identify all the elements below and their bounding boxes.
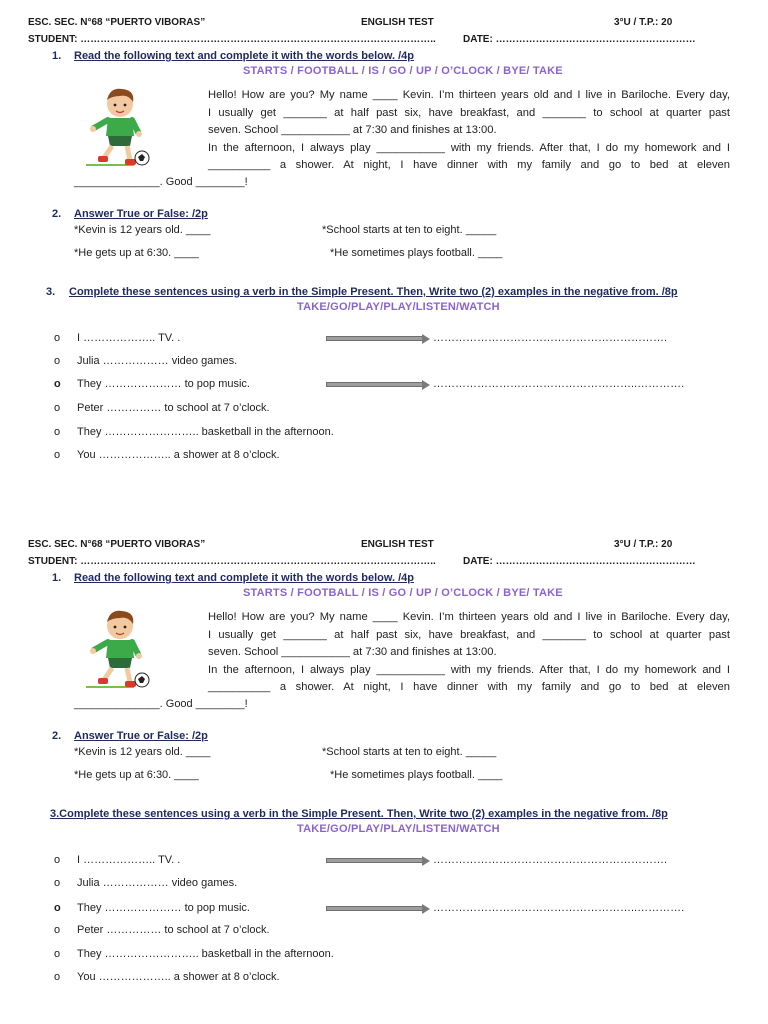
bullet-icon: o <box>54 971 61 983</box>
q3-word-bank: TAKE/GO/PLAY/PLAY/LISTEN/WATCH <box>297 301 500 313</box>
student-field[interactable]: STUDENT: …………………………………………………………………………………………….. <box>28 556 436 567</box>
q3-sentence: They …………………….. basketball in the afternoon. <box>77 948 334 960</box>
q3-sentence: Peter …………… to school at 7 o’clock. <box>77 924 270 936</box>
q2-item: *He sometimes plays football. ____ <box>330 247 503 259</box>
bullet-icon: o <box>54 854 61 866</box>
q3-sentence: I ……………….. TV. . <box>77 332 181 344</box>
bullet-icon: o <box>54 332 61 344</box>
q1-number: 1. <box>52 572 62 584</box>
q1-line: Hello! How are you? My name ____ Kevin. I’m thirteen years old and I live in Bariloche. Every day, <box>208 89 730 101</box>
q2-instruction: Answer True or False: /2p <box>74 208 208 220</box>
q2-item: *Kevin is 12 years old. ____ <box>74 224 211 236</box>
test-title: ENGLISH TEST <box>361 17 434 28</box>
q2-item: *He sometimes plays football. ____ <box>330 769 503 781</box>
q1-last-line: ______________. Good ________! <box>74 176 248 188</box>
q3-sentence: They …………………….. basketball in the afternoon. <box>77 426 334 438</box>
q1-paragraph <box>208 87 730 175</box>
q1-line: Hello! How are you? My name ____ Kevin. I’m thirteen years old and I live in Bariloche. Every day, <box>208 611 730 623</box>
test-title: ENGLISH TEST <box>361 539 434 550</box>
bullet-icon: o <box>54 877 61 889</box>
q3-answer-line[interactable]: ………………………………………………..…………. <box>433 902 685 914</box>
course-label: 3°U / T.P.: 20 <box>614 17 673 28</box>
q1-word-bank: STARTS / FOOTBALL / IS / GO / UP / O’CLOCK / BYE/ TAKE <box>243 587 563 599</box>
q3-answer-line[interactable]: ………………………………………………………. <box>433 332 668 344</box>
right-arrow-icon <box>326 335 430 343</box>
q1-line: __________ a shower. At night, I have dinner with my family and go to bed at eleven <box>208 159 730 171</box>
worksheet-copy-2 <box>0 522 768 1022</box>
q1-line: __________ a shower. At night, I have dinner with my family and go to bed at eleven <box>208 681 730 693</box>
q3-number: 3. <box>46 286 56 298</box>
q1-line: seven. School ___________ at 7:30 and finishes at 13:00. <box>208 124 497 136</box>
q1-line: In the afternoon, I always play ___________ with my friends. After that, I do my homework and I <box>208 663 730 676</box>
q2-instruction: Answer True or False: /2p <box>74 730 208 742</box>
q1-instruction: Read the following text and complete it with the words below. /4p <box>74 50 415 62</box>
right-arrow-icon <box>326 857 430 865</box>
q3-sentence: They ………………… to pop music. <box>77 902 250 914</box>
q2-item: *He gets up at 6:30. ____ <box>74 247 199 259</box>
bullet-icon: o <box>54 902 61 914</box>
q3-answer-line[interactable]: ………………………………………………………. <box>433 854 668 866</box>
q1-word-bank: STARTS / FOOTBALL / IS / GO / UP / O’CLOCK / BYE/ TAKE <box>243 65 563 77</box>
q1-instruction: Read the following text and complete it with the words below. /4p <box>74 572 415 584</box>
q3-answer-line[interactable]: ………………………………………………..…………. <box>433 378 685 390</box>
q3-instruction: 3.Complete these sentences using a verb in the Simple Present. Then, Write two (2) examples in the negative from. /8p <box>50 808 668 820</box>
school-name: ESC. SEC. N°68 “PUERTO VIBORAS” <box>28 17 206 28</box>
bullet-icon: o <box>54 426 61 438</box>
q3-instruction: Complete these sentences using a verb in the Simple Present. Then, Write two (2) examples in the negative from. /8p <box>69 286 678 298</box>
q2-item: *School starts at ten to eight. _____ <box>322 746 497 758</box>
school-name: ESC. SEC. N°68 “PUERTO VIBORAS” <box>28 539 206 550</box>
q1-line: I usually get _______ at half past six, have breakfast, and _______ to school at quarter past <box>208 106 730 119</box>
boy-football-illustration <box>80 606 160 692</box>
q1-line: I usually get _______ at half past six, have breakfast, and _______ to school at quarter past <box>208 628 730 641</box>
q3-sentence: You ……………….. a shower at 8 o’clock. <box>77 971 280 983</box>
bullet-icon: o <box>54 449 61 461</box>
boy-football-illustration <box>80 84 160 170</box>
q3-sentence: They ………………… to pop music. <box>77 378 250 390</box>
q1-paragraph <box>208 609 730 697</box>
bullet-icon: o <box>54 378 61 390</box>
q1-line: seven. School ___________ at 7:30 and finishes at 13:00. <box>208 646 497 658</box>
q2-number: 2. <box>52 730 62 742</box>
right-arrow-icon <box>326 381 430 389</box>
date-field[interactable]: DATE: …………………………………………………… <box>463 556 696 567</box>
q3-sentence: Julia ……………… video games. <box>77 355 238 367</box>
q2-item: *Kevin is 12 years old. ____ <box>74 746 211 758</box>
date-field[interactable]: DATE: …………………………………………………… <box>463 34 696 45</box>
bullet-icon: o <box>54 924 61 936</box>
q3-sentence: Peter …………… to school at 7 o’clock. <box>77 402 270 414</box>
q3-word-bank: TAKE/GO/PLAY/PLAY/LISTEN/WATCH <box>297 823 500 835</box>
q1-number: 1. <box>52 50 62 62</box>
q2-item: *School starts at ten to eight. _____ <box>322 224 497 236</box>
q1-line: In the afternoon, I always play ___________ with my friends. After that, I do my homework and I <box>208 141 730 154</box>
q2-number: 2. <box>52 208 62 220</box>
q2-item: *He gets up at 6:30. ____ <box>74 769 199 781</box>
right-arrow-icon <box>326 905 430 913</box>
q3-sentence: I ……………….. TV. . <box>77 854 181 866</box>
bullet-icon: o <box>54 355 61 367</box>
course-label: 3°U / T.P.: 20 <box>614 539 673 550</box>
q3-sentence: Julia ……………… video games. <box>77 877 238 889</box>
student-field[interactable]: STUDENT: …………………………………………………………………………………………….. <box>28 34 436 45</box>
bullet-icon: o <box>54 402 61 414</box>
q1-last-line: ______________. Good ________! <box>74 698 248 710</box>
worksheet-copy-1 <box>0 0 768 500</box>
q3-sentence: You ……………….. a shower at 8 o’clock. <box>77 449 280 461</box>
bullet-icon: o <box>54 948 61 960</box>
